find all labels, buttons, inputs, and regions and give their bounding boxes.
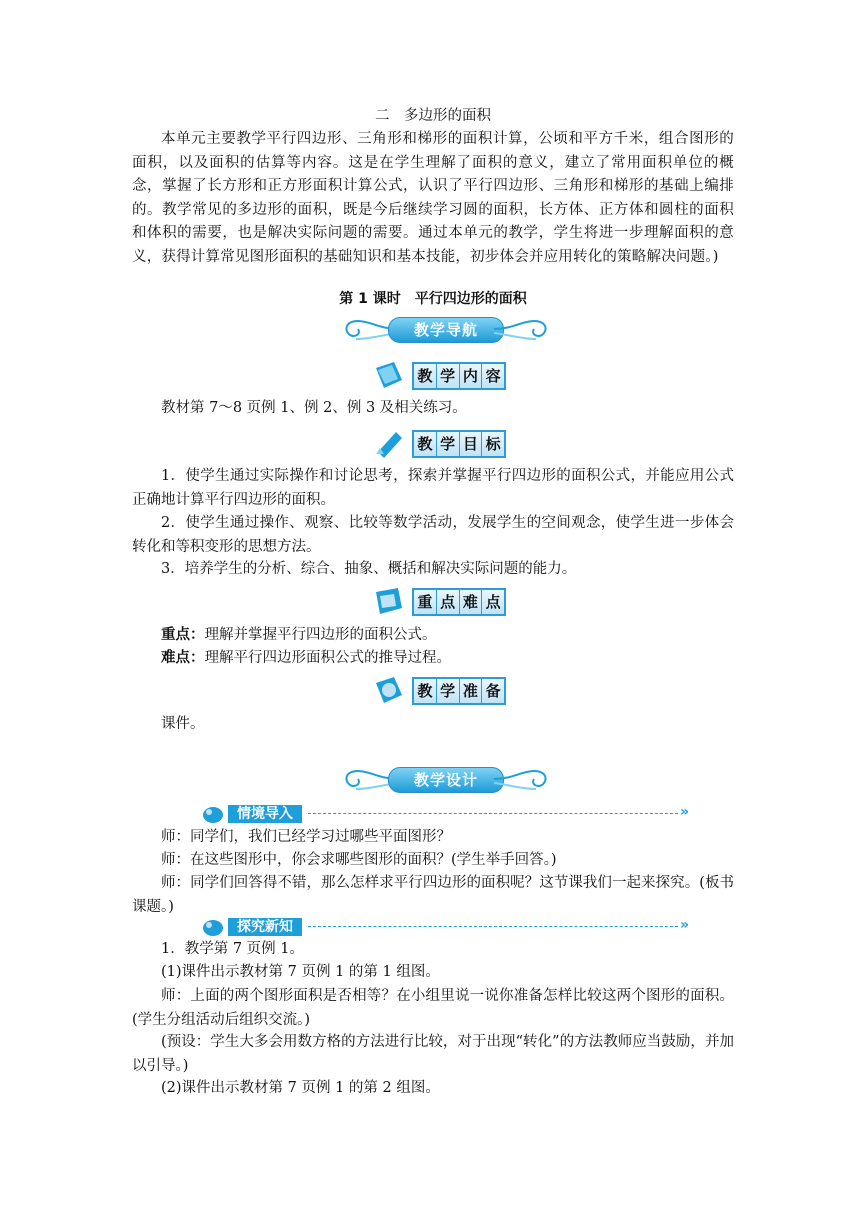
keypoints-char: 点	[482, 590, 504, 614]
dashed-divider	[308, 926, 678, 927]
content-char: 学	[437, 364, 460, 388]
dialogue-line: 师：同学们回答得不错，那么怎样求平行四边形的面积呢？这节课我们一起来探究。(板书课题。)	[132, 875, 734, 915]
goals-char: 目	[460, 432, 483, 456]
explore-label: 探究新知	[228, 918, 302, 936]
goals-char: 标	[482, 432, 504, 456]
swirl-right-icon	[492, 313, 552, 345]
goals-header	[372, 428, 522, 458]
scene-intro-tag	[200, 803, 690, 825]
key-text: 理解并掌握平行四边形的面积公式。	[204, 627, 437, 643]
explore-line: (预设：学生大多会用数方格的方法进行比较，对于出现“转化”的方法教师应当鼓励，并加以引导。)	[132, 1034, 734, 1074]
teaching-design-banner	[340, 763, 550, 795]
keypoints-char: 重	[414, 590, 437, 614]
bird-icon	[200, 916, 226, 938]
double-arrow-icon: »	[680, 917, 690, 933]
explore-line: 师：上面的两个图形面积是否相等？在小组里说一说你准备怎样比较这两个图形的面积。(学生分组活动后组织交流。)	[132, 988, 734, 1028]
prep-char: 教	[414, 679, 437, 703]
difficulty-line	[132, 646, 734, 671]
content-header	[372, 360, 522, 390]
flag-icon	[372, 586, 406, 616]
dialogue-line: 师：在这些图形中，你会求哪些图形的面积？(学生举手回答。)	[161, 852, 557, 868]
difficulty-text: 理解平行四边形面积公式的推导过程。	[204, 650, 451, 666]
goals-char: 学	[437, 432, 460, 456]
dialogue-line: 师：同学们，我们已经学习过哪些平面图形？	[161, 829, 451, 845]
globe-icon	[372, 675, 406, 705]
goal-item: 2．使学生通过操作、观察、比较等数学活动，发展学生的空间观念，使学生进一步体会转化和等积变形的思想方法。	[132, 515, 734, 555]
prep-header	[372, 675, 522, 705]
dashed-divider	[308, 813, 678, 814]
prep-char: 学	[437, 679, 460, 703]
goal-item: 3．培养学生的分析、综合、抽象、概括和解决实际问题的能力。	[161, 561, 577, 577]
explore-line: (2)课件出示教材第 7 页例 1 的第 2 组图。	[161, 1080, 440, 1096]
content-char: 教	[414, 364, 437, 388]
difficulty-label: 难点：	[161, 649, 205, 666]
teaching-nav-title: 教学导航	[388, 317, 504, 343]
keypoints-char: 点	[437, 590, 460, 614]
explore-tag	[200, 916, 690, 938]
teaching-nav-banner	[340, 313, 550, 345]
prep-text: 课件。	[161, 716, 205, 732]
key-point-line	[132, 623, 734, 648]
bird-icon	[200, 803, 226, 825]
goal-item: 1．使学生通过实际操作和讨论思考，探索并掌握平行四边形的面积公式，并能应用公式正确地计算平行四边形的面积。	[132, 468, 734, 508]
pencil-icon	[372, 428, 406, 458]
explore-line: 1．教学第 7 页例 1。	[161, 941, 305, 957]
key-label: 重点：	[161, 626, 205, 643]
scene-intro-label: 情境导入	[228, 805, 302, 823]
book-icon	[372, 360, 406, 390]
lesson-title: 第 1 课时 平行四边形的面积	[339, 291, 527, 307]
prep-char: 准	[460, 679, 483, 703]
content-text: 教材第 7～8 页例 1、例 2、例 3 及相关练习。	[161, 400, 467, 416]
keypoints-header	[372, 586, 522, 616]
double-arrow-icon: »	[680, 804, 690, 820]
goals-char: 教	[414, 432, 437, 456]
keypoints-char: 难	[460, 590, 483, 614]
unit-title: 二 多边形的面积	[375, 108, 491, 124]
explore-line: (1)课件出示教材第 7 页例 1 的第 1 组图。	[161, 964, 440, 980]
unit-intro: 本单元主要教学平行四边形、三角形和梯形的面积计算，公顷和平方千米，组合图形的面积，以及面积的估算等内容。这是在学生理解了面积的意义，建立了常用面积单位的概念，掌握了长方形和正方形面积计算公式，认识了平行四边形、三角形和梯形的基础上编排的。教学常见的多边形的面积，既是今后继续学习圆的面积，长方体、正方体和圆柱的面积和体积的需要，也是解决实际问题的需要。通过本单元的教学，学生将进一步理解面积的意义，获得计算常见图形面积的基础知识和基本技能，初步体会并应用转化的策略解决问题。)	[132, 131, 734, 265]
teaching-design-title: 教学设计	[388, 767, 504, 793]
content-char: 容	[482, 364, 504, 388]
swirl-right-icon	[492, 763, 552, 795]
content-char: 内	[460, 364, 483, 388]
prep-char: 备	[482, 679, 504, 703]
